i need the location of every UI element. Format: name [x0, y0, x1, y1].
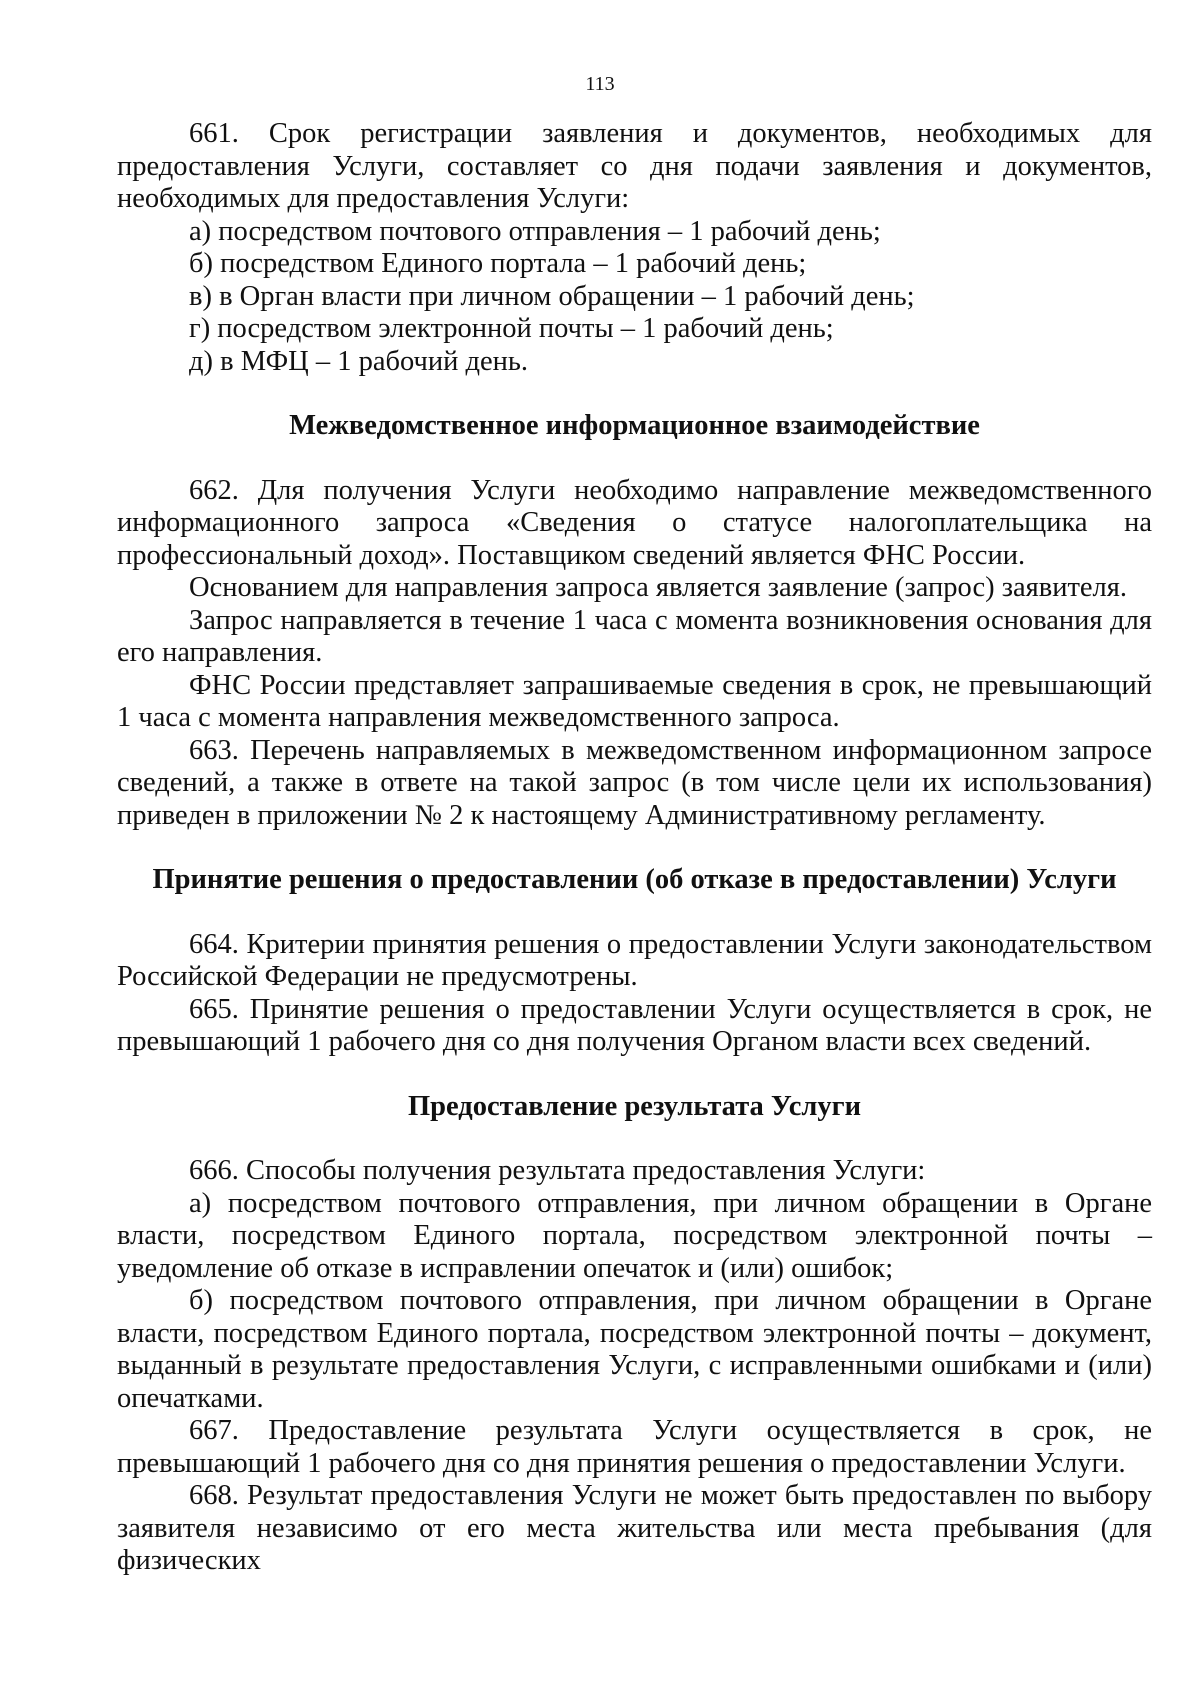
list-item-661-a: а) посредством почтового отправления – 1 рабочий день;	[189, 215, 881, 247]
spacer	[117, 1123, 1152, 1155]
list-item-666-a: а) посредством почтового отправления, при личном обращении в Органе власти, посредством Единого портала, посредством электронной почты – уведомление об отказе в исправлении опечаток и (или) ошибок;	[117, 1187, 1152, 1284]
paragraph-661: 661. Срок регистрации заявления и документов, необходимых для предоставления Услуги, составляет со дня подачи заявления и документов, необходимых для предоставления Услуги:	[117, 118, 1152, 214]
paragraph-667: 667. Предоставление результата Услуги осуществляется в срок, не превышающий 1 рабочего дня со дня принятия решения о предоставлении Услуги.	[117, 1415, 1152, 1479]
list-item-661-b: б) посредством Единого портала – 1 рабочий день;	[189, 248, 807, 279]
spacer	[117, 378, 1152, 410]
spacer	[117, 832, 1152, 864]
paragraph-668: 668. Результат предоставления Услуги не может быть предоставлен по выбору заявителя независимо от его места жительства или места пребывания (для физических	[117, 1480, 1152, 1576]
document-body	[117, 118, 1152, 1578]
paragraph-666: 666. Способы получения результата предоставления Услуги:	[189, 1155, 926, 1186]
paragraph-662-fns: ФНС России представляет запрашиваемые сведения в срок, не превышающий 1 часа с момента направления межведомственного запроса.	[117, 669, 1152, 733]
paragraph-662: 662. Для получения Услуги необходимо направление межведомственного информационного запроса «Сведения о статусе налогоплательщика на профессиональный доход». Поставщиком сведений является ФНС России.	[117, 474, 1152, 571]
list-item-661-v: в) в Орган власти при личном обращении – 1 рабочий день;	[189, 280, 915, 312]
section-heading-result: Предоставление результата Услуги	[407, 1090, 862, 1122]
spacer	[117, 443, 1152, 475]
paragraph-664: 664. Критерии принятия решения о предоставлении Услуги законодательством Российской Федерации не предусмотрены.	[117, 928, 1152, 992]
section-heading-interagency: Межведомственное информационное взаимодействие	[289, 410, 980, 441]
list-item-666-b: б) посредством почтового отправления, при личном обращении в Органе власти, посредством Единого портала, посредством электронной почты – документ, выданный в результате предоставления Услуги, с исправленными ошибками и (или) опечатками.	[117, 1285, 1152, 1414]
list-item-661-g: г) посредством электронной почты – 1 рабочий день;	[189, 313, 834, 344]
paragraph-663: 663. Перечень направляемых в межведомственном информационном запросе сведений, а также в ответе на такой запрос (в том числе цели их использования) приведен в приложении № 2 к настоящему Административному регламенту.	[117, 734, 1152, 831]
paragraph-662-time: Запрос направляется в течение 1 часа с момента возникновения основания для его направления.	[117, 604, 1152, 668]
section-heading-decision: Принятие решения о предоставлении (об отказе в предоставлении) Услуги	[152, 864, 1117, 895]
paragraph-665: 665. Принятие решения о предоставлении Услуги осуществляется в срок, не превышающий 1 рабочего дня со дня получения Органом власти всех сведений.	[117, 993, 1152, 1057]
paragraph-662-basis: Основанием для направления запроса является заявление (запрос) заявителя.	[189, 572, 1128, 603]
spacer	[117, 897, 1152, 929]
spacer	[117, 1059, 1152, 1091]
page-number: 113	[585, 73, 615, 95]
list-item-661-d: д) в МФЦ – 1 рабочий день.	[189, 345, 529, 377]
